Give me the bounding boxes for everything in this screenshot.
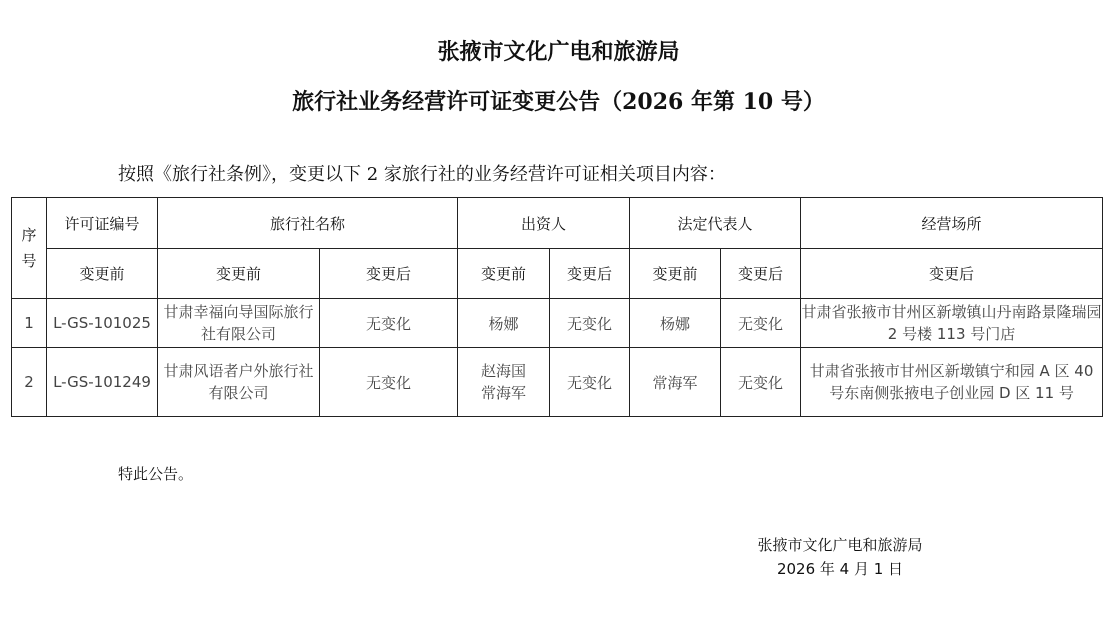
header-premises: 经营场所	[801, 198, 1103, 249]
subheader-after: 变更后	[801, 249, 1103, 299]
header-investor: 出资人	[458, 198, 630, 249]
header-license-no: 许可证编号	[47, 198, 158, 249]
subheader-after: 变更后	[550, 249, 630, 299]
subheader-before: 变更前	[630, 249, 721, 299]
header-agency-name: 旅行社名称	[158, 198, 458, 249]
row-rep-before: 常海军	[630, 348, 721, 417]
row-investor-after: 无变化	[550, 348, 630, 417]
subheader-after: 变更后	[320, 249, 458, 299]
intro-paragraph: 按照《旅行社条例》，变更以下 2 家旅行社的业务经营许可证相关项目内容：	[118, 164, 726, 185]
investor-name: 常海军	[481, 384, 527, 402]
subheader-before: 变更前	[158, 249, 320, 299]
closing-notice: 特此公告。	[118, 465, 194, 483]
issuing-authority-title: 张掖市文化广电和旅游局	[437, 39, 680, 65]
row-license-no: L-GS-101249	[47, 348, 158, 417]
row-license-no: L-GS-101025	[47, 299, 158, 348]
row-premises-after: 甘肃省张掖市甘州区新墩镇山丹南路景隆瑞园 2 号楼 113 号门店	[801, 299, 1103, 348]
header-legal-rep: 法定代表人	[630, 198, 801, 249]
subheader-before: 变更前	[47, 249, 158, 299]
subheader-after: 变更后	[721, 249, 801, 299]
table-row	[12, 299, 1103, 348]
row-seq: 1	[12, 299, 47, 348]
header-seq: 序 号	[12, 198, 47, 299]
row-name-before: 甘肃幸福向导国际旅行社有限公司	[158, 299, 320, 348]
row-rep-before: 杨娜	[630, 299, 721, 348]
subheader-before: 变更前	[458, 249, 550, 299]
table-header-row	[12, 198, 1103, 249]
signature-org: 张掖市文化广电和旅游局	[757, 536, 923, 554]
investor-name: 赵海国	[481, 362, 527, 380]
row-investor-before	[458, 348, 550, 417]
row-seq: 2	[12, 348, 47, 417]
row-name-after: 无变化	[320, 348, 458, 417]
row-rep-after: 无变化	[721, 348, 801, 417]
table-subheader-row	[12, 249, 1103, 299]
row-investor-before: 杨娜	[458, 299, 550, 348]
announcement-title: 旅行社业务经营许可证变更公告（2026 年第 10 号）	[292, 89, 825, 115]
row-name-before: 甘肃风语者户外旅行社有限公司	[158, 348, 320, 417]
row-investor-after: 无变化	[550, 299, 630, 348]
row-premises-after: 甘肃省张掖市甘州区新墩镇宁和园 A 区 40 号东南侧张掖电子创业园 D 区 11 号	[801, 348, 1103, 417]
signature-date: 2026 年 4 月 1 日	[776, 560, 904, 578]
row-name-after: 无变化	[320, 299, 458, 348]
license-change-table	[11, 197, 1103, 417]
row-rep-after: 无变化	[721, 299, 801, 348]
table-row	[12, 348, 1103, 417]
